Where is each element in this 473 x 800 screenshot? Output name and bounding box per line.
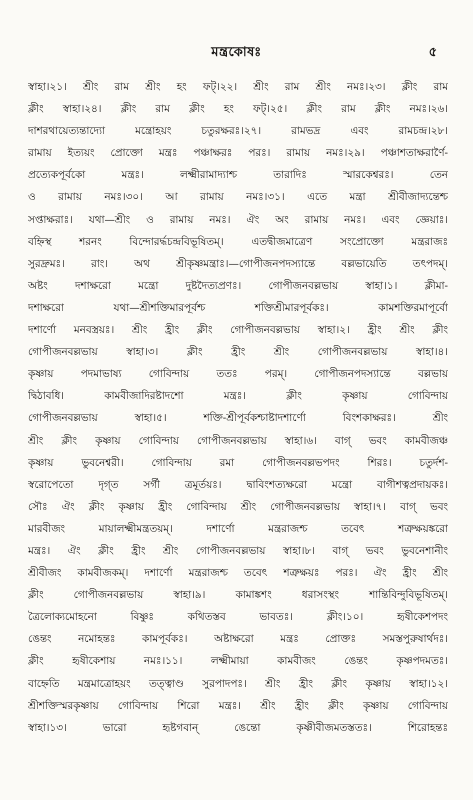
- text-line: ক্লীং স্বাহা।২৪। ক্লীং রাম ক্লীং হং ফট্।২৫। ক্লীং রাম ক্লীং নমঃ।২৬।: [28, 103, 448, 116]
- text-line: মারবীজং মায়ালক্ষ্মীমন্ত্রতয়ম্। দশার্ণো মন্ত্ররাজশ্চ তবেৎ শত্রুক্ষয়ঙ্করো: [28, 522, 448, 535]
- text-line: দাশরথায়েত্যন্তাদ্যো মন্ত্রোহয়ং চতুরক্ষরঃ।২৭। রামভদ্র এবং রামচন্দ্র।২৮।: [28, 125, 448, 138]
- running-head: মন্ত্রকোষঃ: [211, 45, 262, 60]
- body-text: [28, 76, 448, 739]
- page-number: ৫: [428, 45, 437, 60]
- text-line: শ্রীবীজং কামবীজকম্। দশার্ণো মন্ত্ররাজশ্চ তবেৎ শত্রুক্ষয়ঃ পরঃ। ঐং হ্রীং শ্রীং: [28, 567, 448, 580]
- text-line: রামায় ইত্যয়ং প্রোক্তো মন্ত্রঃ পঞ্চাক্ষরঃ পরঃ। রামায় নমঃ।২৯। পঞ্চাশতাক্ষরার্ণৈ-: [28, 147, 448, 160]
- text-line: অষ্টং দশাক্ষরো মন্ত্রো দুষ্টদৈত্যপ্রণঃ। গোপীজনবল্লভায় স্বাহা।১। ক্লীমা-: [28, 279, 448, 292]
- text-line: দশার্ণো মনবস্ত্রয়ঃ। শ্রীং হ্রীং ক্লীং গোপীজনবল্লভায় স্বাহা।২। হ্রীং শ্রীং ক্লীং: [28, 324, 448, 337]
- text-line: স্বাহা।২১। শ্রীং রাম শ্রীং হং ফট্।২২। শ্রীং রাম শ্রীং নমঃ।২৩। ক্লীং রাম: [28, 81, 448, 93]
- text-line: সপ্তাক্ষরাঃ। যথা—শ্রীং ও রামায় নমঃ। ঐং অং রামায় নমঃ। এবং জ্ঞেয়াঃ।: [28, 213, 448, 226]
- text-line: ঙেন্তং নমোহন্তঃ কামপূর্বকঃ। অষ্টাক্ষরো মন্ত্রঃ প্রোক্তঃ সমস্তপুরুষার্থদঃ।: [28, 633, 448, 646]
- text-line: মন্ত্রঃ। ঐং ক্লীং হ্রীং শ্রীং গোপীজনবল্লভায় স্বাহা।৮। বাগ্ ভবং ভুবনেশানীং: [28, 544, 448, 557]
- text-line: দ্বিঠাবধি। কামবীজাদিরষ্টাদশো মন্ত্রঃ। ক্লীং কৃষ্ণায় গোবিন্দায়: [28, 390, 448, 403]
- text-line: স্বরোপেতো দৃগ্ত সর্গী ত্রমূর্তয়ঃ। দ্বাবিংশত্যক্ষরো মন্ত্রো বাগীশত্বপ্রদায়কঃ।: [28, 478, 448, 491]
- text-line: সৌঃ ঐং ক্লীং কৃষ্ণায় হ্রীং গোবিন্দায় শ্রীং গোপীজনবল্লভায় স্বাহা।৭। বাগ্ ভবং: [28, 500, 448, 513]
- text-line: গোপীজনবল্লভায় স্বাহা।৩। ক্লীং হ্রীং শ্রীং গোপীজনবল্লভায় স্বাহা।৪।: [28, 346, 448, 359]
- text-line: সুরদ্রুমঃ। রাং। অথ শ্রীকৃষ্ণমন্ত্রাঃ।—গোপীজনপদস্যান্তে বল্লভায়েতি তৎপদম্।: [28, 257, 448, 270]
- text-line: কৃষ্ণায় ভুবনেশ্বরী। গোবিন্দায় রমা গোপীজনবল্লভপদং শিরঃ। চতুর্দশ-: [28, 456, 448, 469]
- text-line: ত্রৈলোক্যমোহনো বিষ্ণুঃ কথিতস্তব ভাবতঃ। ক্লীং।১০। হৃষীকেশপদং: [28, 611, 448, 624]
- text-line: শ্রীশক্তিস্মরকৃষ্ণায় গোবিন্দায় শিরো মন্ত্রঃ। শ্রীং হ্রীং ক্লীং কৃষ্ণায় গোবিন্দায়: [28, 699, 448, 712]
- text-line: গোপীজনবল্লভায় স্বাহা।৫। শক্তি-শ্রীপূর্বকশ্চাষ্টাদশার্ণো বিংশকাক্ষরঃ। শ্রীং: [28, 412, 448, 425]
- text-line: দশাক্ষরো যথা—শ্রীশক্তিমারপূর্বশ্চ শক্তিশ্রীমারপূর্বকঃ। কামশক্তিরমাপূর্বো: [28, 301, 448, 314]
- text-line: ও রামায় নমঃ।৩০। আ রামায় নমঃ।৩১। এতে মন্ত্রা শ্রীবীজাদ্যন্তেশ্চ: [28, 191, 448, 204]
- text-line: বহ্নিস্থ শরনং বিন্দোরর্দ্ধচন্দ্রবিভূষিতম্। এতদ্বীজমাত্রেণ সংপ্রোক্তো মন্ত্ররাজঃ: [28, 235, 448, 248]
- text-line: প্রত্যেকপূর্বকো মন্ত্রঃ। লক্ষ্মীরামাদ্যাশ্চ তারাদিঃ স্মারকেশ্বরঃ। তেন: [28, 169, 448, 182]
- text-line: কৃষ্ণায় পদমাভাষ্য গোবিন্দায় ততঃ পরম্। গোপীজনপদস্যান্তে বল্লভায়: [28, 368, 448, 381]
- page-header: [0, 43, 473, 65]
- text-line: ক্লীং হৃষীকেশায় নমঃ।১১। লক্ষ্মীমায়া কামবীজং ঙেন্তং কৃষ্ণপদমতঃ।: [28, 655, 448, 668]
- text-line: শ্রীং ক্লীং কৃষ্ণায় গোবিন্দায় গোপীজনবল্লভায় স্বাহা।৬। বাগ্ ভবং কামবীজঞ্চ: [28, 434, 448, 447]
- text-line: ক্লীং গোপীজনবল্লভায় স্বাহা।৯। কামাঙ্কশং ধরাসংস্থং শান্তিবিন্দুবিভূষিতম্।: [28, 589, 448, 602]
- text-line: স্বাহা।১৩। ভারো হৃষ্টগবান্ ঙেন্তো কৃষ্ণীবীজমতস্ততঃ। শিরোহন্তঃ: [28, 721, 448, 734]
- text-line: বাহ্নেতি মন্ত্রমাত্রোহয়ং তত্ত্বাণ্ড সুরপাদপঃ। শ্রীং হ্রীং ক্লীং কৃষ্ণায় স্বাহা।১২।: [28, 677, 448, 690]
